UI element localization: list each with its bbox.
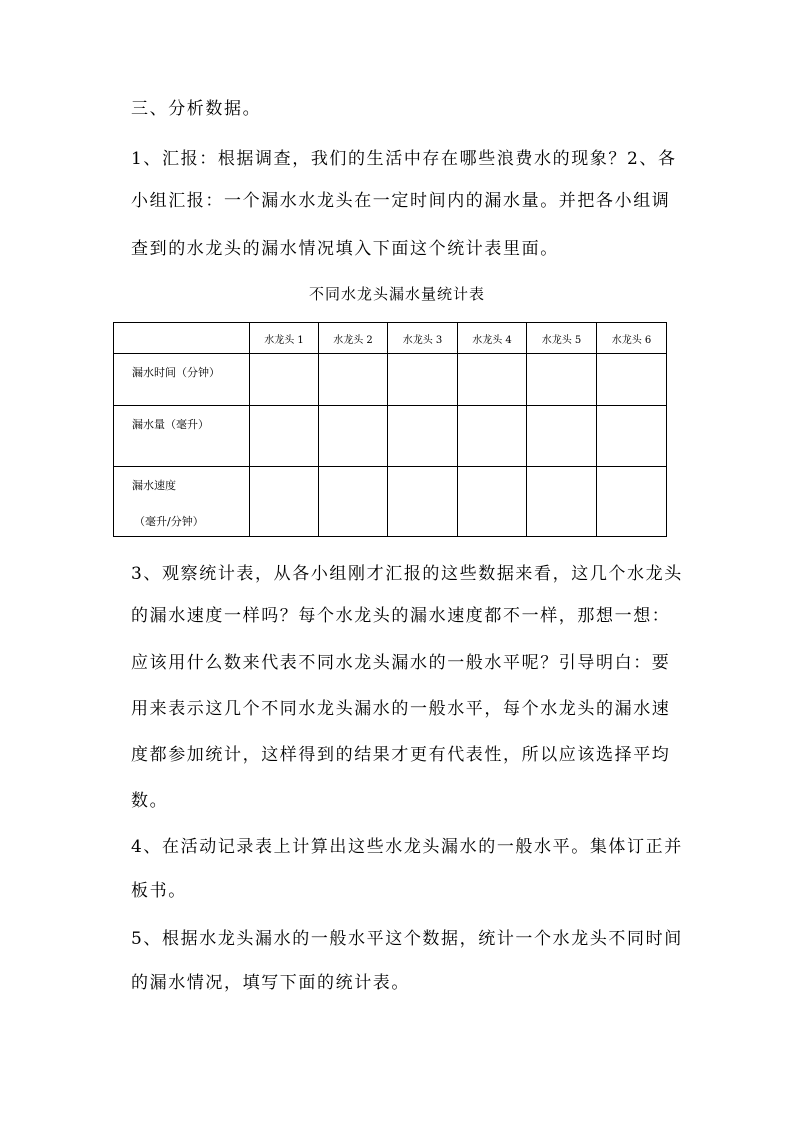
column-header: 水龙头 1: [250, 323, 319, 354]
table-cell: [527, 406, 597, 467]
table-row: [114, 354, 667, 406]
table-cell: [527, 467, 597, 537]
table-cell: [597, 467, 667, 537]
paragraph-line: 3、观察统计表，从各小组刚才汇报的这些数据来看，这几个水龙头: [131, 564, 683, 584]
column-header: 水龙头 5: [527, 323, 597, 354]
table-row: [114, 467, 667, 537]
table-caption: 不同水龙头漏水量统计表: [308, 285, 485, 303]
paragraph-line: 度都参加统计，这样得到的结果才更有代表性，所以应该选择平均: [131, 745, 671, 765]
paragraph-line: 数。: [131, 791, 169, 811]
column-header: 水龙头 4: [458, 323, 527, 354]
table-cell: [250, 467, 319, 537]
paragraph-line: 小组汇报：一个漏水水龙头在一定时间内的漏水量。并把各小组调: [131, 191, 671, 211]
table-cell: [597, 406, 667, 467]
paragraph-line: 1、汇报：根据调查，我们的生活中存在哪些浪费水的现象？2、各: [131, 149, 677, 169]
table-cell: [250, 354, 319, 406]
table-cell: [388, 354, 458, 406]
table-cell: [458, 406, 527, 467]
section-heading: 三、分析数据。: [131, 99, 262, 119]
paragraph-line: 板书。: [131, 881, 187, 901]
leak-statistics-table: [113, 322, 667, 537]
table-cell: [597, 354, 667, 406]
table-cell: [458, 467, 527, 537]
table-cell: [527, 354, 597, 406]
paragraph-line: 的漏水速度一样吗？每个水龙头的漏水速度都不一样，那想一想：: [131, 606, 671, 626]
paragraph-line: 4、在活动记录表上计算出这些水龙头漏水的一般水平。集体订正并: [131, 837, 683, 857]
row-label-cell: [114, 406, 250, 467]
table-cell: [319, 354, 388, 406]
row-label: 漏水时间（分钟）: [132, 366, 220, 379]
paragraph-line: 用来表示这几个不同水龙头漏水的一般水平，每个水龙头的漏水速: [131, 699, 671, 719]
column-header: 水龙头 6: [597, 323, 667, 354]
table-cell: [458, 354, 527, 406]
paragraph-line: 应该用什么数来代表不同水龙头漏水的一般水平呢？引导明白：要: [131, 653, 671, 673]
column-header: 水龙头 2: [319, 323, 388, 354]
row-label: 漏水量（毫升）: [132, 418, 209, 431]
table-row: [114, 406, 667, 467]
paragraph-line: 的漏水情况，填写下面的统计表。: [131, 973, 410, 993]
table-cell: [388, 406, 458, 467]
row-label-cell: [114, 354, 250, 406]
paragraph-line: 查到的水龙头的漏水情况填入下面这个统计表里面。: [131, 239, 559, 259]
column-header: 水龙头 3: [388, 323, 458, 354]
table-cell: [319, 406, 388, 467]
paragraph-line: 5、根据水龙头漏水的一般水平这个数据，统计一个水龙头不同时间: [131, 929, 683, 949]
row-label-cell: [114, 467, 250, 537]
table-corner-cell: [114, 323, 250, 354]
table-header-row: [114, 323, 667, 354]
row-label-unit: （毫升/分钟）: [134, 515, 204, 528]
table-cell: [319, 467, 388, 537]
row-label: 漏水速度: [132, 479, 176, 492]
table-cell: [250, 406, 319, 467]
table-cell: [388, 467, 458, 537]
